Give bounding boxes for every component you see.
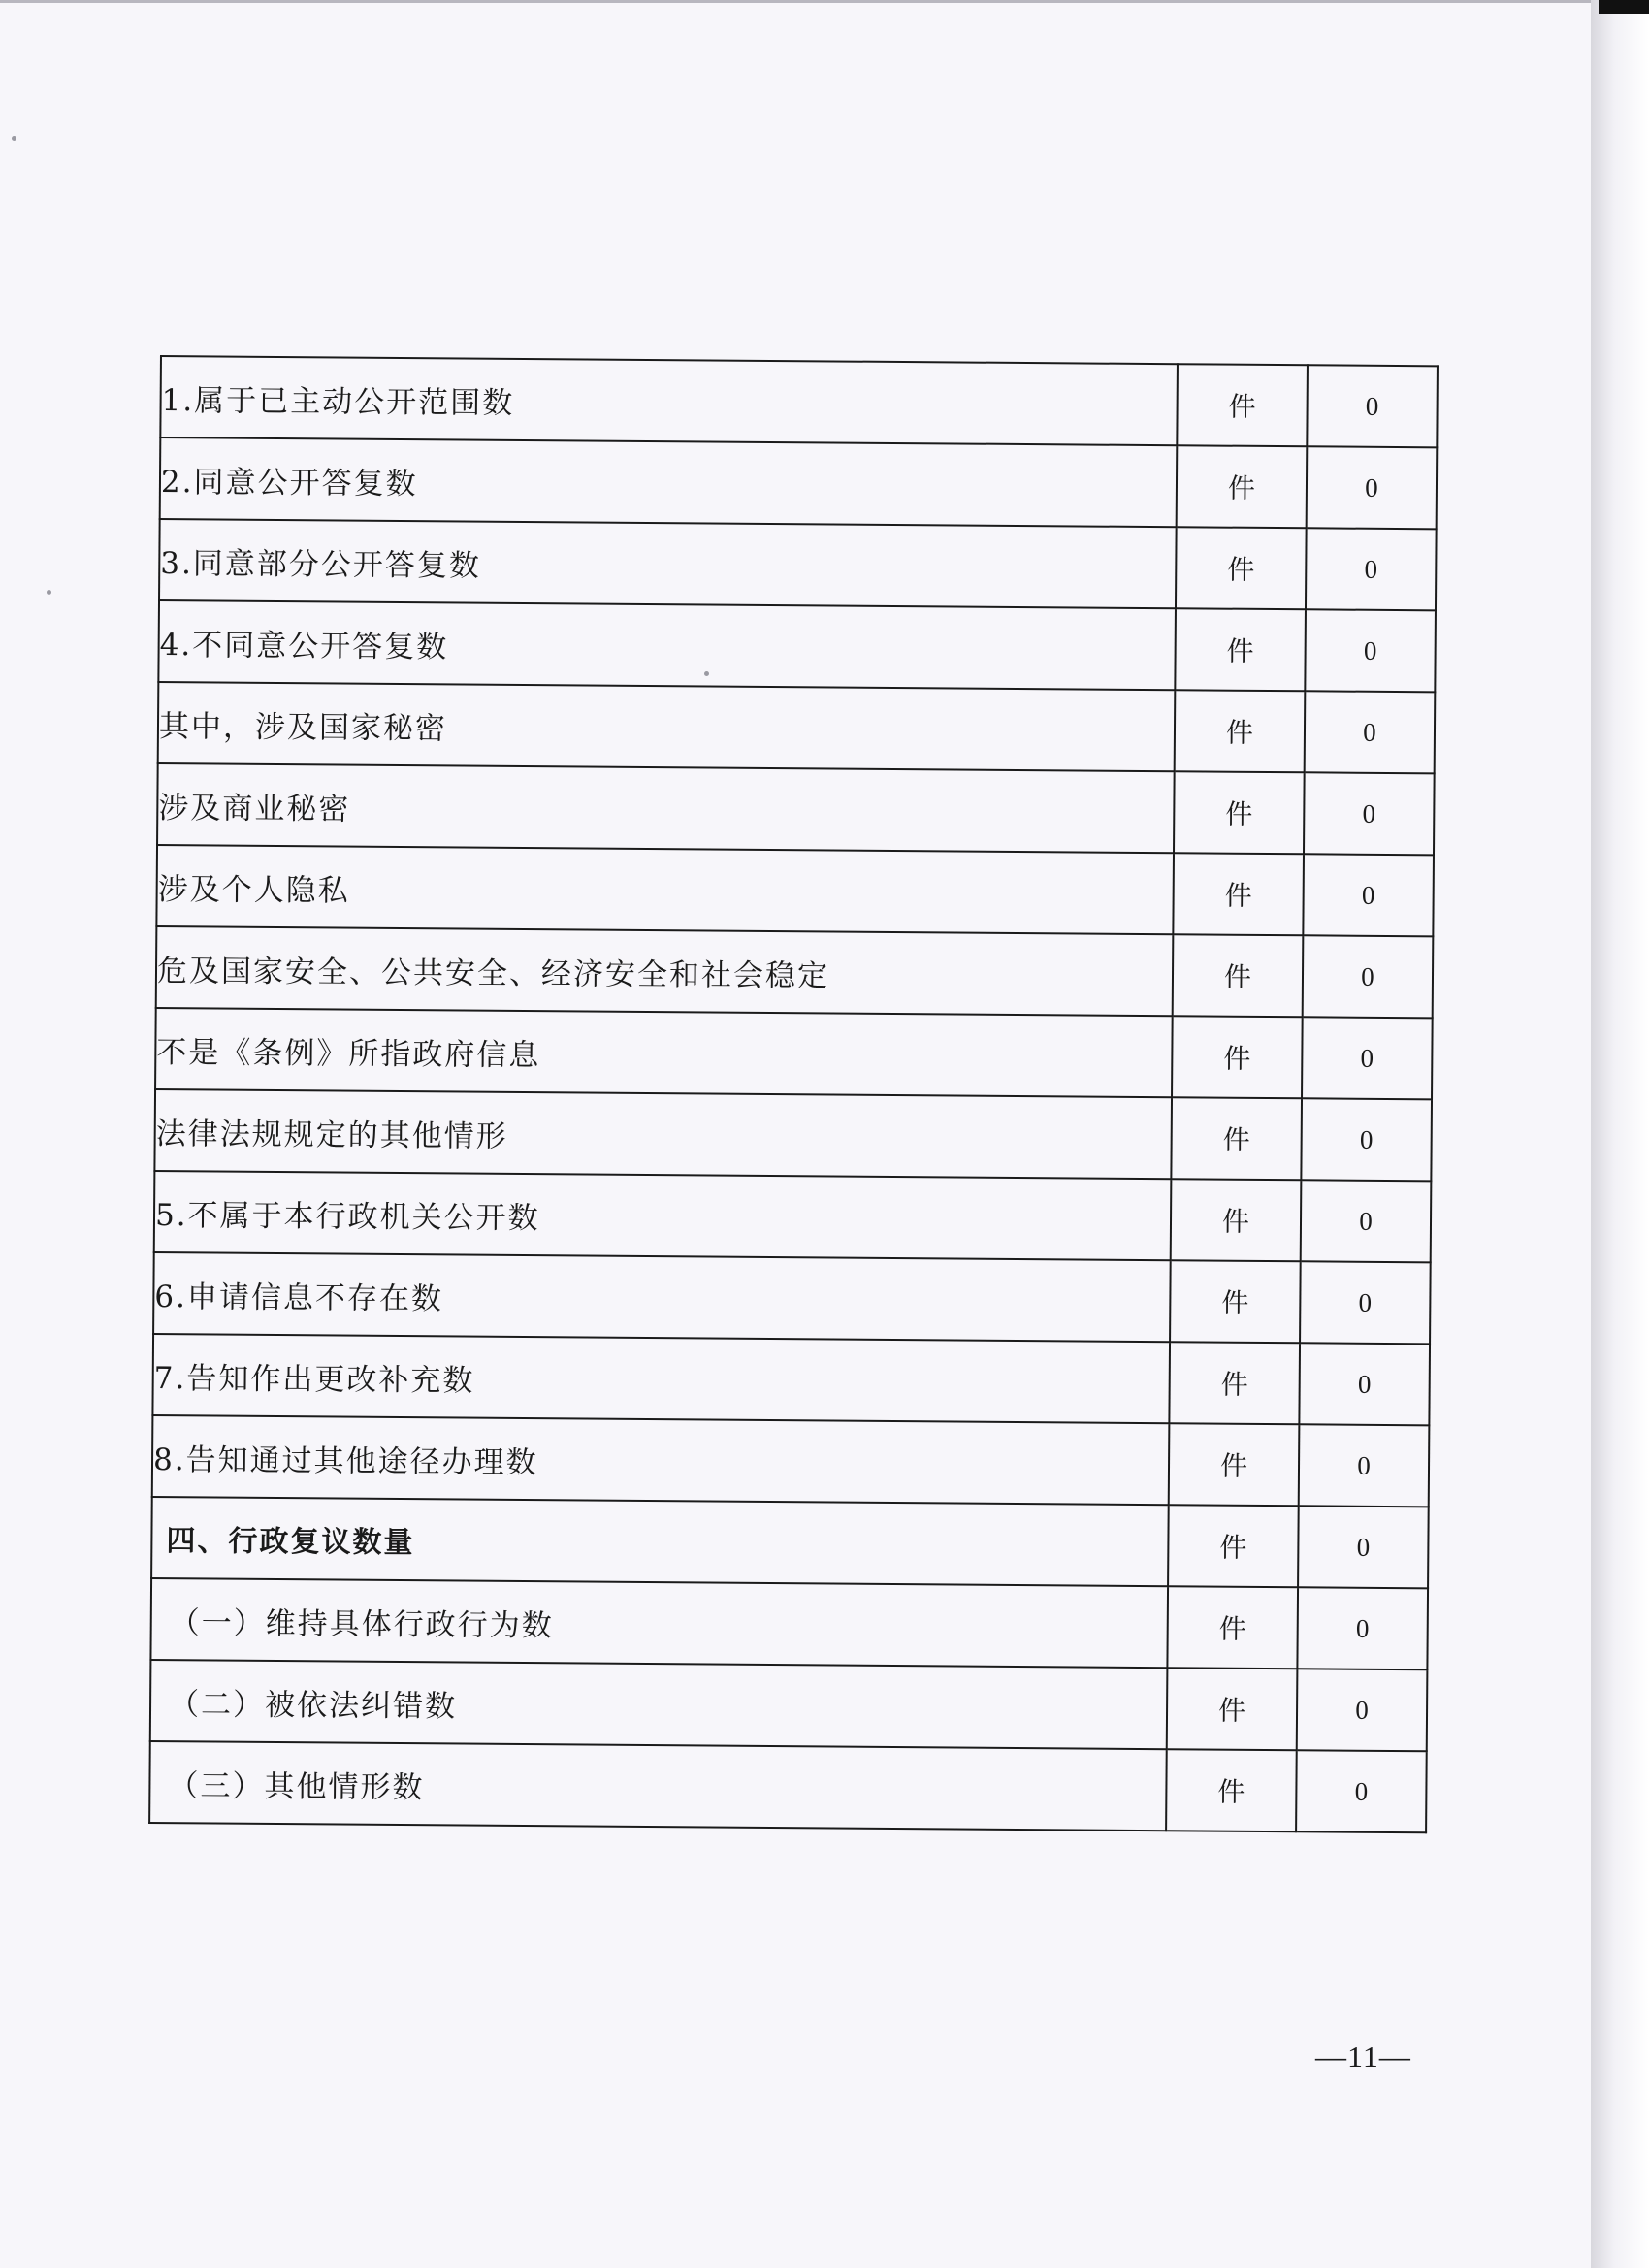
row-label: （二）被依法纠错数: [150, 1660, 1168, 1749]
scan-speck: [12, 136, 16, 141]
row-label: 其中，涉及国家秘密: [158, 682, 1176, 771]
table-row: [156, 926, 1434, 1018]
row-unit: 件: [1167, 1668, 1298, 1750]
row-label: 2.同意公开答复数: [160, 437, 1178, 527]
row-unit: 件: [1174, 771, 1305, 854]
table-row: [154, 1089, 1432, 1181]
row-label: 危及国家安全、公共安全、经济安全和社会稳定: [156, 926, 1174, 1016]
row-value: 0: [1302, 1017, 1433, 1099]
row-unit: 件: [1171, 1179, 1302, 1261]
page-number: —11—: [1315, 2039, 1411, 2074]
row-label: （一）维持具体行政行为数: [150, 1578, 1168, 1668]
table-row: [158, 600, 1436, 692]
table-row: [152, 1334, 1430, 1425]
row-unit: 件: [1172, 1016, 1303, 1098]
row-unit: 件: [1175, 608, 1306, 691]
statistics-table: [148, 355, 1439, 1833]
row-unit: 件: [1168, 1505, 1299, 1587]
page-top-edge: [0, 0, 1591, 3]
row-unit: 件: [1175, 690, 1306, 772]
row-unit: 件: [1166, 1749, 1297, 1831]
scan-corner-mark: [1599, 0, 1649, 14]
table-row: [160, 356, 1438, 447]
page-right-edge: [1591, 0, 1649, 2268]
row-unit: 件: [1177, 364, 1308, 446]
row-value: 0: [1307, 365, 1438, 447]
row-label: 涉及个人隐私: [156, 845, 1174, 934]
table-row: [154, 1171, 1432, 1262]
table-row: [149, 1741, 1427, 1832]
row-value: 0: [1296, 1750, 1427, 1832]
row-value: 0: [1298, 1506, 1429, 1588]
row-unit: 件: [1170, 1260, 1301, 1343]
row-value: 0: [1304, 772, 1435, 855]
table-row: [150, 1578, 1428, 1669]
table-row: [158, 682, 1436, 773]
scan-speck: [47, 590, 51, 595]
row-label: 1.属于已主动公开范围数: [160, 356, 1178, 445]
row-unit: 件: [1169, 1423, 1300, 1506]
table-row: [156, 845, 1434, 936]
row-label: 7.告知作出更改补充数: [152, 1334, 1170, 1423]
row-unit: 件: [1167, 1586, 1298, 1669]
table-row: [157, 763, 1435, 855]
row-value: 0: [1305, 609, 1436, 692]
row-value: 0: [1301, 1180, 1432, 1262]
row-value: 0: [1306, 528, 1437, 610]
row-label: 8.告知通过其他途径办理数: [152, 1415, 1170, 1505]
table-row: [153, 1252, 1431, 1344]
table-row: [159, 519, 1437, 610]
row-value: 0: [1297, 1669, 1428, 1751]
row-value: 0: [1300, 1261, 1431, 1344]
row-value: 0: [1299, 1424, 1430, 1507]
row-unit: 件: [1176, 527, 1307, 609]
row-value: 0: [1299, 1343, 1430, 1425]
table-row: [150, 1660, 1428, 1751]
row-value: 0: [1303, 935, 1434, 1018]
row-unit: 件: [1177, 445, 1308, 528]
row-value: 0: [1297, 1587, 1428, 1669]
row-label: 涉及商业秘密: [157, 763, 1175, 853]
row-value: 0: [1305, 691, 1436, 773]
row-unit: 件: [1171, 1097, 1302, 1180]
table-row: [152, 1415, 1430, 1507]
table-row: [151, 1497, 1429, 1588]
row-value: 0: [1301, 1098, 1432, 1181]
row-label: 3.同意部分公开答复数: [159, 519, 1177, 608]
row-label: 法律法规规定的其他情形: [154, 1089, 1172, 1179]
row-label: 6.申请信息不存在数: [153, 1252, 1171, 1342]
row-label: 5.不属于本行政机关公开数: [154, 1171, 1172, 1260]
statistics-table-body: [149, 356, 1438, 1832]
row-value: 0: [1307, 446, 1438, 529]
table-row: [155, 1008, 1433, 1099]
row-label: 4.不同意公开答复数: [158, 600, 1176, 690]
row-value: 0: [1303, 854, 1434, 936]
row-label: （三）其他情形数: [149, 1741, 1167, 1831]
row-label: 不是《条例》所指政府信息: [155, 1008, 1173, 1097]
row-unit: 件: [1173, 934, 1304, 1017]
row-unit: 件: [1169, 1342, 1300, 1424]
row-unit: 件: [1173, 853, 1304, 935]
row-label: 四、行政复议数量: [151, 1497, 1169, 1586]
table-row: [160, 437, 1438, 529]
